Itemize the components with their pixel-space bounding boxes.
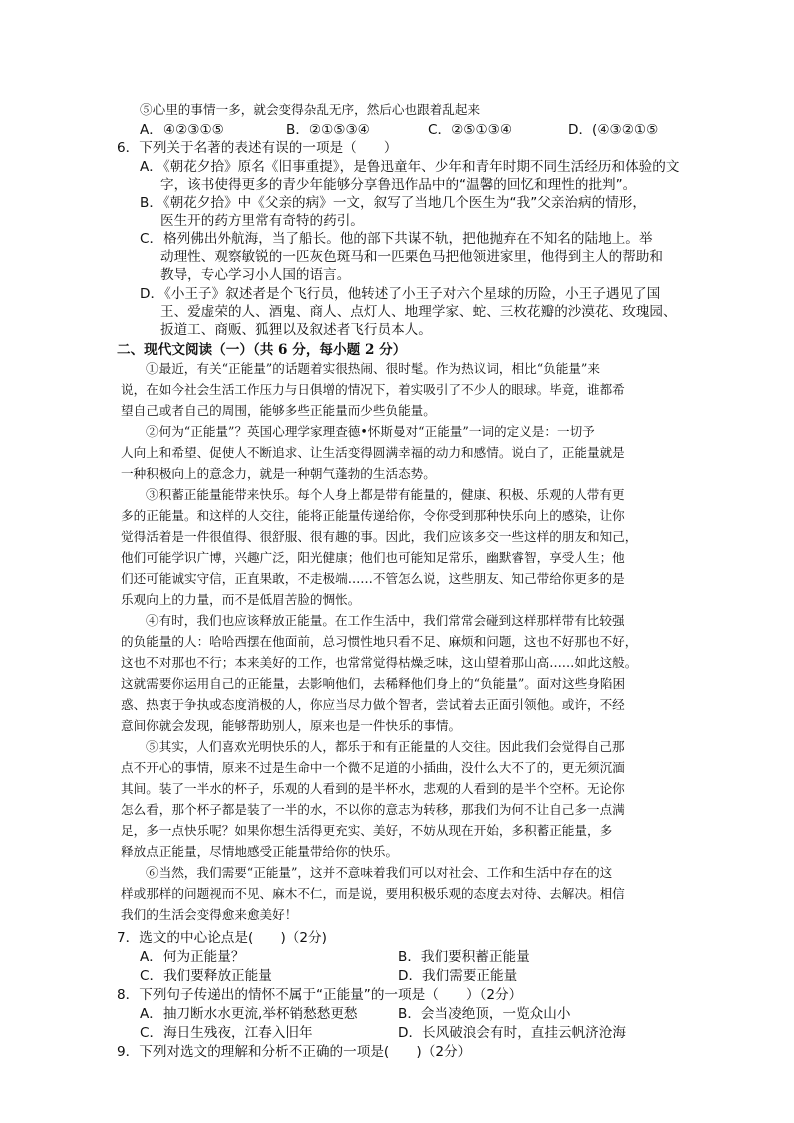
passage-line: 多的正能量。和这样的人交往，能将正能量传递给你，令你受到那种快乐向上的感染，让你	[121, 508, 625, 523]
q6-option-d-line3: 扳道工、商贩、狐狸以及叙述者飞行员本人。	[160, 322, 432, 338]
q6-option-d-line1: D．《小王子》叙述者是个飞行员，他转述了小王子对六个星球的历险，小王子遇见了国	[140, 286, 661, 302]
q6-option-c-line1: C．格列佛出外航海，当了船长。他的部下共谋不轨，把他抛弃在不知名的陆地上。举	[140, 231, 653, 247]
q6-option-b-line1: B．《朝花夕拾》中《父亲的病》一文，叙写了当地几个医生为“我”父亲治病的情形，	[140, 195, 646, 211]
section-heading: 二、现代文阅读（一）（共 6 分，每小题 2 分）	[117, 342, 407, 358]
q8-option-b: B．会当凌绝顶，一览众山小	[398, 1006, 571, 1022]
q5-option-c: C．②⑤①③④	[428, 122, 513, 138]
passage-line: 足，多一点快乐呢？如果你想生活得更充实、美好，不妨从现在开始，多积蓄正能量，多	[121, 823, 613, 838]
passage-line: 人向上和希望、促使人不断追求、让生活变得圆满幸福的动力和感情。说白了，正能量就是	[121, 445, 625, 460]
q6-option-a-line2: 字，该书使得更多的青少年能够分享鲁迅作品中的“温馨的回忆和理性的批判”。	[160, 177, 637, 193]
passage-line: 怎么看，那个杯子都是装了一半的水，不以你的意志为转移，那我们为何不让自己多一点满	[121, 802, 625, 817]
q8-option-a: A．抽刀断水水更流,举杯销愁愁更愁	[140, 1006, 358, 1022]
q7-stem: 7．选文的中心论点是( )（2分)	[117, 930, 327, 946]
passage-line: 这也不对那也不行；本来美好的工作，也常常觉得枯燥乏味，这山望着那山高……如此这般。	[121, 655, 638, 670]
passage-line: 惑、热衷于争执或态度消极的人，你应当尽力做个智者，尝试着去正面引领他。或许，不经	[121, 697, 625, 712]
q5-option-a: A．④②③①⑤	[140, 122, 224, 138]
q6-option-b-line2: 医生开的药方里常有奇特的药引。	[160, 213, 364, 229]
passage-line: 乐观向上的力量，而不是低眉苦脸的惆怅。	[121, 592, 361, 607]
q6-option-a-line1: A．《朝花夕拾》原名《旧事重提》，是鲁迅童年、少年和青年时期不同生活经历和体验的文	[140, 159, 680, 175]
passage-line: 望自己或者自己的周围，能够多些正能量而少些负能量。	[121, 403, 436, 418]
passage-line: ②何为“正能量”？英国心理学家理查德•怀斯曼对“正能量”一词的定义是：一切予	[146, 424, 595, 439]
passage-line: 点不开心的事情，原来不过是生命中一个微不足道的小插曲，没什么大不了的，更无须沉湎	[121, 760, 625, 775]
q6-option-c-line2: 动理性、观察敏锐的一匹灰色斑马和一匹栗色马把他领进家里，他得到主人的帮助和	[160, 249, 663, 265]
q8-option-c: C．海日生残夜，江春入旧年	[140, 1025, 313, 1041]
passage-line: 这就需要你运用自己的正能量，去影响他们，去稀释他们身上的“负能量”。面对这些身陷困	[121, 676, 626, 691]
q8-option-d: D．长风破浪会有时，直挂云帆济沧海	[398, 1025, 626, 1041]
q8-stem: 8．下列句子传递出的情怀不属于“正能量”的一项是（ ）（2分）	[117, 987, 523, 1003]
q5-option-b: B．②①⑤③④	[286, 122, 370, 138]
q9-stem: 9．下列对选文的理解和分析不正确的一项是( )（2分）	[117, 1044, 472, 1060]
passage-line: 释放点正能量，尽情地感受正能量带给你的快乐。	[121, 844, 399, 859]
passage-line: 一种积极向上的意念力，就是一种朝气蓬勃的生活态势。	[121, 466, 436, 481]
passage-line: ①最近，有关“正能量”的话题着实很热闹、很时髦。作为热议词，相比“负能量”来	[146, 361, 600, 376]
q6-option-c-line3: 教导，专心学习小人国的语言。	[160, 267, 351, 283]
q6-option-d-line2: 王、爱虚荣的人、酒鬼、商人、点灯人、地理学家、蛇、三枚花瓣的沙漠花、玫瑰园、	[160, 304, 677, 320]
q7-option-c: C．我们要释放正能量	[140, 968, 272, 984]
passage-line: 说，在如今社会生活工作压力与日俱增的情况下，着实吸引了不少人的眼球。毕竟，谁都希	[121, 382, 625, 397]
q6-stem: 6．下列关于名著的表述有误的一项是（ ）	[117, 140, 398, 156]
passage-line: ⑤其实，人们喜欢光明快乐的人，都乐于和有正能量的人交往。因此我们会觉得自己那	[146, 739, 625, 754]
q7-option-a: A．何为正能量？	[140, 949, 245, 965]
passage-line: 其间。装了一半水的杯子，乐观的人看到的是半杯水，悲观的人看到的是半个空杯。无论你	[121, 781, 625, 796]
passage-line: ④有时，我们也应该释放正能量。在工作生活中，我们常常会碰到这样那样带有比较强	[146, 613, 625, 628]
passage-line: 们还可能诚实守信，正直果敢，不走极端……不管怎么说，这些朋友、知己带给你更多的是	[121, 571, 625, 586]
q7-option-b: B．我们要积蓄正能量	[398, 949, 530, 965]
q7-option-d: D．我们需要正能量	[398, 968, 518, 984]
passage-line: 的负能量的人：哈哈西摆在他面前，总习惯性地只看不足、麻烦和问题，这也不好那也不好，	[121, 634, 638, 649]
passage-line: 他们可能学识广博，兴趣广泛，阳光健康；他们也可能知足常乐，幽默睿智，享受人生；他	[121, 550, 625, 565]
passage-line: ③积蓄正能量能带来快乐。每个人身上都是带有能量的，健康、积极、乐观的人带有更	[146, 487, 625, 502]
passage-line: 觉得活着是一件很值得、很舒服、很有趣的事。因此，我们应该多交一些这样的朋友和知己，	[121, 529, 638, 544]
passage-line: 样或那样的问题视而不见、麻木不仁，而是说，要用积极乐观的态度去对待、去解决。相信	[121, 886, 625, 901]
passage-line: ⑥当然，我们需要“正能量”，这并不意味着我们可以对社会、工作和生活中存在的这	[146, 865, 613, 880]
passage-line: 意间你就会发现，能够帮助别人，原来也是一件快乐的事情。	[121, 718, 462, 733]
q5-item-5: ⑤心里的事情一多，就会变得杂乱无序，然后心也跟着乱起来	[140, 102, 481, 117]
passage-line: 我们的生活会变得愈来愈美好！	[121, 907, 298, 922]
q5-option-d: D．(④③②①⑤	[568, 122, 659, 138]
